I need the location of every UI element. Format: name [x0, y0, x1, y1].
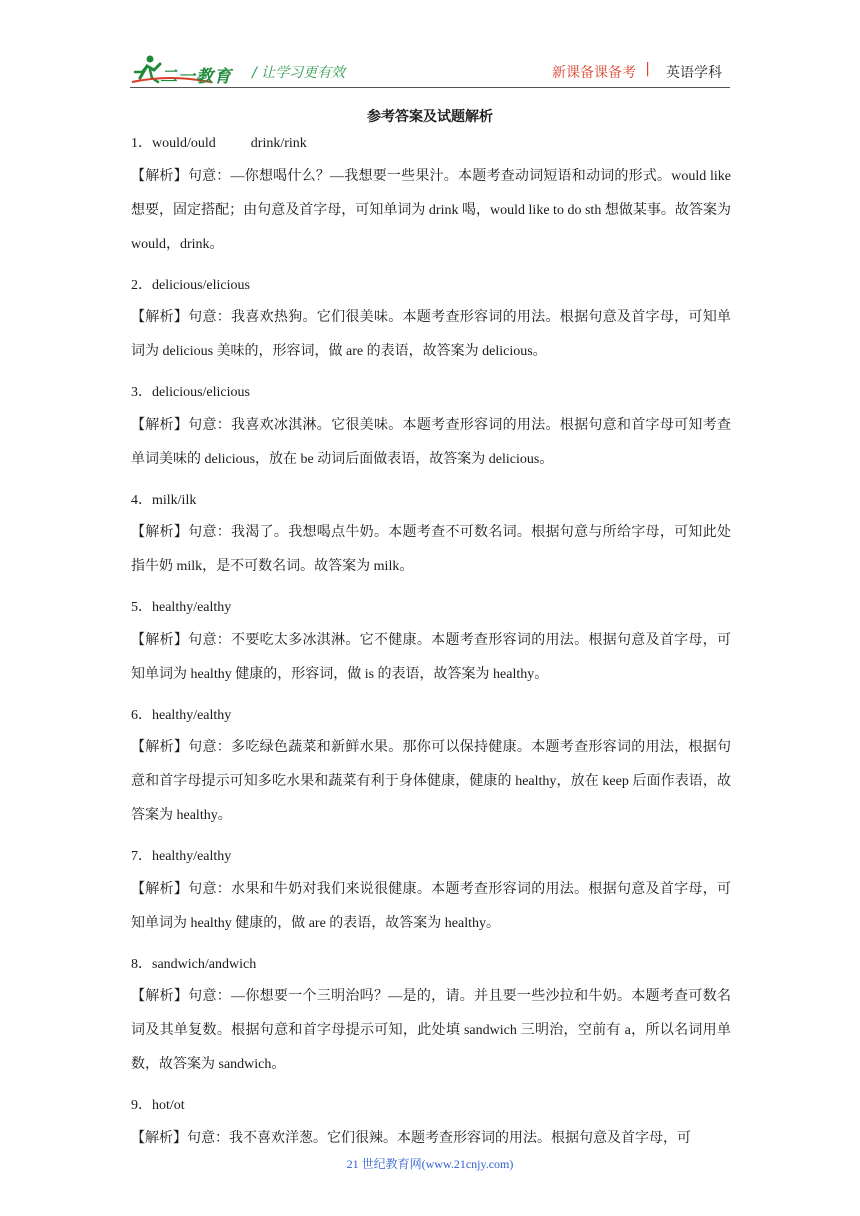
answer-item-8	[131, 955, 731, 1083]
subject-label: 英语学科	[666, 65, 722, 81]
answer-line: 8．sandwich/andwich	[131, 956, 257, 972]
course-label: 新课备课备考	[552, 65, 636, 81]
page-title: 参考答案及试题解析	[367, 109, 493, 125]
logo-text: 二一教育	[160, 67, 232, 87]
answer-line: 3．delicious/elicious	[131, 385, 250, 400]
answer-item-1	[131, 134, 731, 262]
answer-item-4	[131, 491, 731, 585]
answer-item-3	[131, 383, 731, 477]
answer-line: 7．healthy/ealthy	[131, 849, 232, 864]
answer-item-5	[131, 598, 731, 692]
answer-line: 5．healthy/ealthy	[131, 600, 232, 615]
explanation: 【解析】句意：—你想要一个三明治吗？—是的，请。并且要一些沙拉和牛奶。本题考查可数名词及其单复数。根据句意和首字母提示可知，此处填 sandwich 三明治，空前有 a，所以名词用单数，故答案为 sandwich。	[131, 989, 731, 1072]
answer-item-9	[131, 1096, 731, 1156]
explanation: 【解析】句意：水果和牛奶对我们来说很健康。本题考查形容词的用法。根据句意及首字母，可知单词为 healthy 健康的，做 are 的表语，故答案为 healthy。	[131, 881, 731, 931]
answer-line: 2．delicious/elicious	[131, 277, 250, 293]
answer-line: 6．healthy/ealthy	[131, 707, 232, 723]
answer-line: 9．hot/ot	[131, 1098, 185, 1113]
answer-item-7	[131, 847, 731, 941]
explanation: 【解析】句意：—你想喝什么？—我想要一些果汁。本题考查动词短语和动词的形式。would like 想要，固定搭配；由句意及首字母，可知单词为 drink 喝，would like to do sth 想做某事。故答案为 would，drink。	[131, 168, 731, 252]
answer-item-6	[131, 706, 731, 834]
answer-item-2	[131, 276, 731, 370]
explanation: 【解析】句意：我喜欢冰淇淋。它很美味。本题考查形容词的用法。根据句意和首字母可知考查单词美味的 delicious，放在 be 动词后面做表语，故答案为 delicious。	[131, 417, 731, 467]
page-header	[130, 52, 730, 90]
footer-link[interactable]: 21 世纪教育网(www.21cnjy.com)	[346, 1157, 514, 1171]
explanation: 【解析】句意：我喜欢热狗。它们很美味。本题考查形容词的用法。根据句意及首字母，可知单词为 delicious 美味的，形容词，做 are 的表语，故答案为 delicious。	[131, 310, 731, 359]
header-separator: |	[645, 61, 650, 77]
answer-line: 4．milk/ilk	[131, 492, 197, 508]
explanation: 【解析】句意：我渴了。我想喝点牛奶。本题考查不可数名词。根据句意与所给字母，可知此处指牛奶 milk，是不可数名词。故答案为 milk。	[131, 525, 731, 574]
answer-list	[131, 134, 731, 1170]
explanation: 【解析】句意：我不喜欢洋葱。它们很辣。本题考查形容词的用法。根据句意及首字母，可	[131, 1130, 691, 1146]
explanation: 【解析】句意：不要吃太多冰淇淋。它不健康。本题考查形容词的用法。根据句意及首字母，可知单词为 healthy 健康的，形容词，做 is 的表语，故答案为 healthy。	[131, 632, 731, 682]
explanation: 【解析】句意：多吃绿色蔬菜和新鲜水果。那你可以保持健康。本题考查形容词的用法，根据句意和首字母提示可知多吃水果和蔬菜有利于身体健康，健康的 healthy，放在 keep 后面作表语，故答案为 healthy。	[131, 740, 731, 823]
answer-line: 1．would/ould drink/rink	[131, 136, 307, 151]
header-divider	[130, 87, 730, 88]
slogan: / 让学习更有效	[252, 65, 346, 81]
